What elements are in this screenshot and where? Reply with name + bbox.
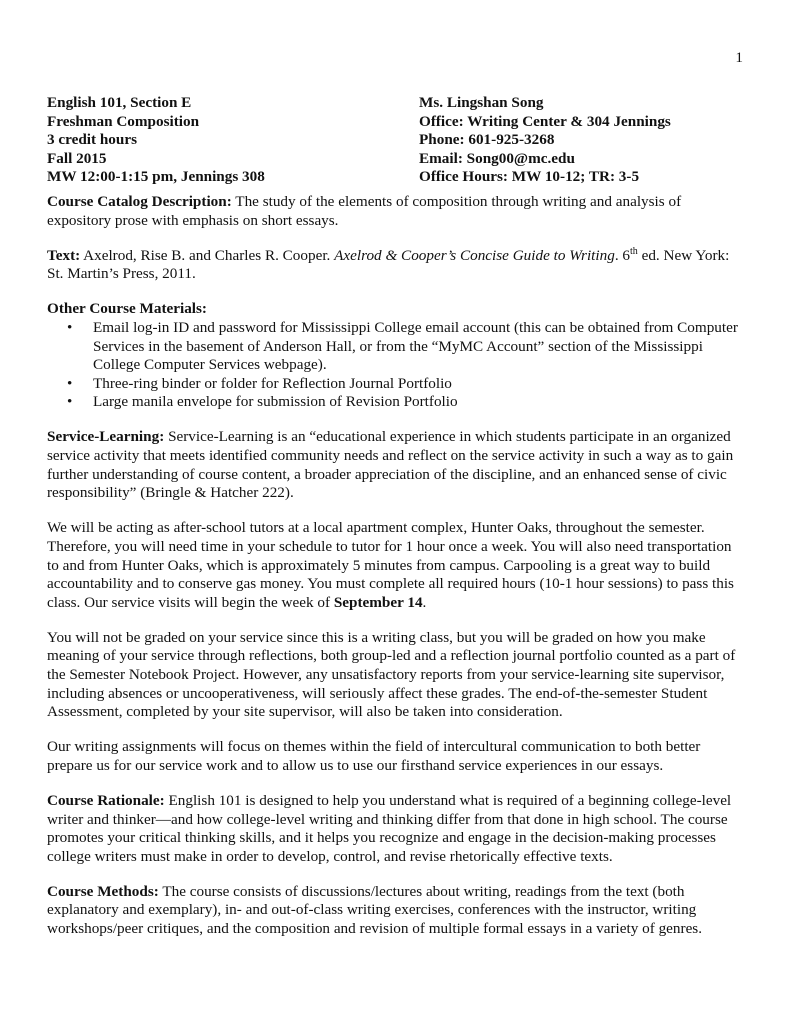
bullet-icon: • bbox=[67, 393, 73, 411]
grading-paragraph: You will not be graded on your service since this is a writing class, but you will be graded on how you make meaning of your service through reflections, both group-led and a reflection journal portfolio counted as a part of the Semester Notebook Project. However, any unsatisfactory reports from your service-learning site supervisor, including absences or uncooperativeness, will seriously affect these grades. The end-of-the-semester Student Assessment, completed by your site supervisor, will also be taken into consideration. bbox=[47, 628, 736, 721]
course-credits: 3 credit hours bbox=[47, 131, 137, 149]
instructor-office: Office: Writing Center & 304 Jennings bbox=[419, 112, 671, 130]
methods-label: Course Methods: bbox=[47, 882, 159, 900]
materials-heading: Other Course Materials: bbox=[47, 300, 207, 318]
start-date: September 14 bbox=[333, 593, 423, 611]
text-authors: Axelrod, Rise B. and Charles R. Cooper. bbox=[80, 246, 335, 264]
catalog-description bbox=[47, 193, 747, 230]
bullet-icon: • bbox=[67, 318, 73, 336]
textbook bbox=[47, 247, 747, 284]
service-learning bbox=[47, 428, 747, 502]
rationale-label: Course Rationale: bbox=[47, 791, 165, 809]
course-term: Fall 2015 bbox=[47, 149, 107, 167]
course-schedule: MW 12:00-1:15 pm, Jennings 308 bbox=[47, 168, 265, 186]
instructor-phone: Phone: 601-925-3268 bbox=[419, 131, 555, 149]
course-name: Freshman Composition bbox=[47, 112, 200, 130]
text-edition: . 6 bbox=[614, 246, 630, 264]
catalog-label: Course Catalog Description: bbox=[47, 193, 232, 210]
catalog-text: The study of the elements of composition through writing and analysis of expository prose with emphasis on short essays. bbox=[47, 193, 682, 229]
methods-text: The course consists of discussions/lectures about writing, readings from the text (both explanatory and exemplary), in- and out-of-class writing exercises, conferences with the instructor, writing workshops/peer critiques, and the composition and revision of multiple formal essays in a variety of genres. bbox=[47, 882, 703, 937]
text-edition-sup: th bbox=[630, 245, 638, 257]
course-title: English 101, Section E bbox=[47, 94, 192, 111]
bullet-icon: • bbox=[67, 374, 73, 392]
assignments-paragraph: Our writing assignments will focus on themes within the field of intercultural communication to both better prepare us for our service work and to allow us to use our firsthand service experiences in our essays. bbox=[47, 738, 701, 774]
text-publisher: ed. New York: St. Martin’s Press, 2011. bbox=[47, 246, 730, 283]
list-item: • Three-ring binder or folder for Reflection Journal Portfolio bbox=[67, 374, 452, 392]
tutoring-paragraph: We will be acting as after-school tutors at a local apartment complex, Hunter Oaks, throughout the semester. Therefore, you will need time in your schedule to tutor for 1 hour once a week. You will also need transportation to and from Hunter Oaks, which is approximately 5 minutes from campus. Carpooling is a great way to build accountability and to conserve gas money. You must complete all required hours (10-1 hour sessions) to pass this class. Our service visits will begin the week of September 14. bbox=[47, 519, 734, 611]
text-title: Axelrod & Cooper’s Concise Guide to Writing bbox=[334, 246, 615, 264]
page-number: 1 bbox=[735, 49, 743, 66]
service-label: Service-Learning: bbox=[47, 428, 165, 446]
instructor-info bbox=[419, 94, 749, 187]
course-methods bbox=[47, 883, 747, 939]
text-label: Text: bbox=[47, 246, 81, 264]
rationale-text: English 101 is designed to help you understand what is required of a beginning college-level writer and thinker—and how college-level writing and thinking differ from that done in high school. The course promotes your critical thinking skills, and it helps you recognize and engage in the decision-making processes college writers must make in order to develop, control, and revise rhetorically effective texts. bbox=[47, 791, 732, 865]
list-item: • Large manila envelope for submission of Revision Portfolio bbox=[67, 393, 458, 411]
instructor-email: Email: Song00@mc.edu bbox=[419, 149, 575, 167]
service-text: Service-Learning is an “educational experience in which students participate in an organized service activity that meets identified community needs and reflect on the service activity in such a way as to gain further understanding of course content, a broader appreciation of the discipline, and an enhanced sense of civic responsibility” (Bringle & Hatcher 222). bbox=[47, 428, 734, 502]
materials-list bbox=[47, 319, 747, 412]
list-item: • Email log-in ID and password for Mississippi College email account (this can be obtained from Computer Services in the basement of Anderson Hall, or from the “MyMC Account” section of the Mississippi College Computer Services webpage). bbox=[67, 318, 738, 374]
syllabus-body bbox=[47, 193, 747, 955]
instructor-office-hours: Office Hours: MW 10-12; TR: 3-5 bbox=[419, 168, 640, 186]
instructor-name: Ms. Lingshan Song bbox=[419, 94, 544, 111]
course-info bbox=[47, 94, 407, 187]
course-rationale bbox=[47, 792, 747, 866]
